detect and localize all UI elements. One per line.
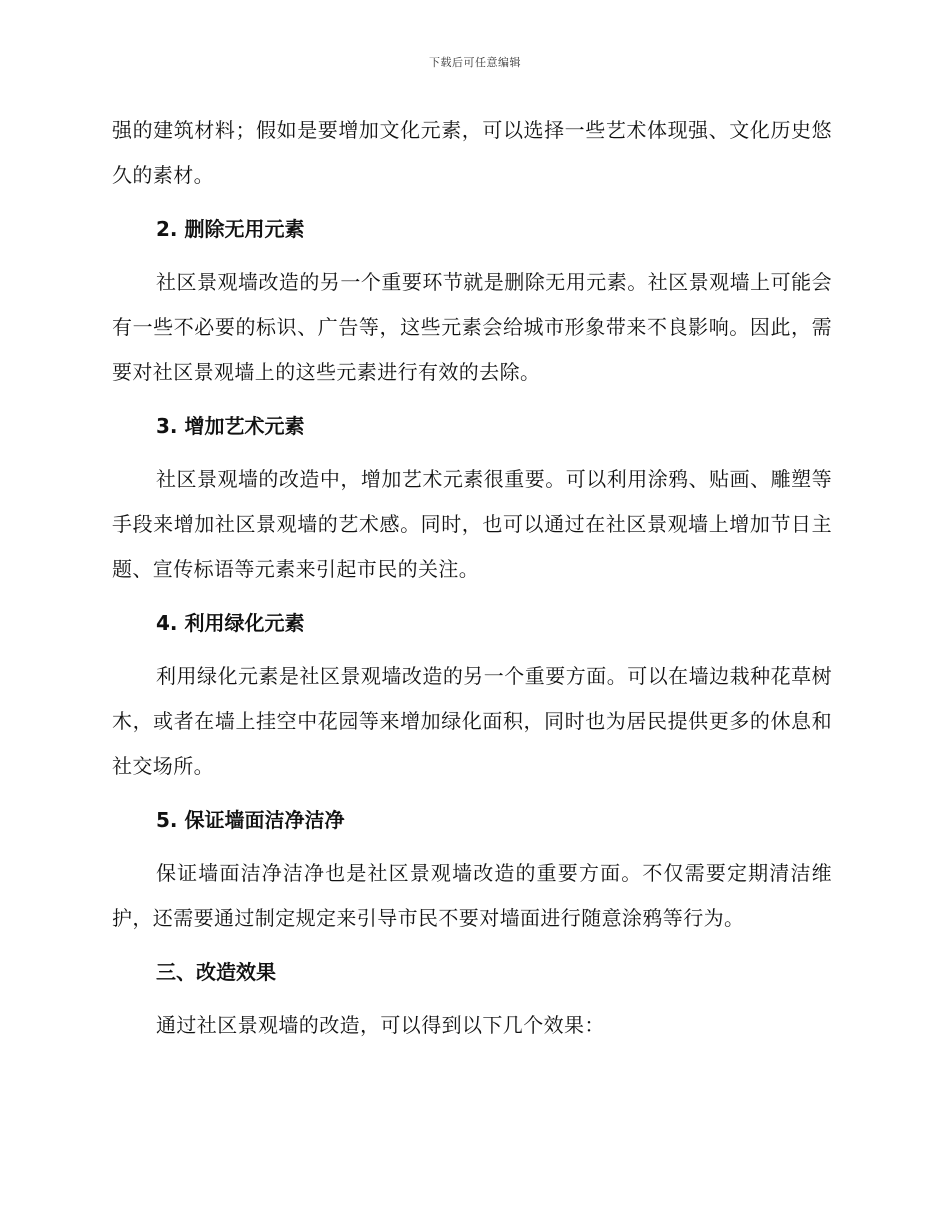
section-heading-greenery: 4. 利用绿化元素 xyxy=(156,611,305,635)
section-heading-clean-wall: 5. 保证墙面洁净洁净 xyxy=(156,808,345,832)
section-paragraph-clean-wall: 保证墙面洁净洁净也是社区景观墙改造的重要方面。不仅需要定期清洁维护，还需要通过制定规定来引导市民不要对墙面进行随意涂鸦等行为。 xyxy=(112,861,832,930)
section-paragraph-greenery: 利用绿化元素是社区景观墙改造的另一个重要方面。可以在墙边栽种花草树木，或者在墙上挂空中花园等来增加绿化面积，同时也为居民提供更多的休息和社交场所。 xyxy=(112,664,832,778)
page-header-note: 下载后可任意编辑 xyxy=(429,56,521,69)
section-heading-effects: 三、改造效果 xyxy=(156,960,276,984)
section-paragraph-add-art: 社区景观墙的改造中，增加艺术元素很重要。可以利用涂鸦、贴画、雕塑等手段来增加社区景观墙的艺术感。同时，也可以通过在社区景观墙上增加节日主题、宣传标语等元素来引起市民的关注。 xyxy=(112,467,832,581)
section-paragraph-delete-elements: 社区景观墙改造的另一个重要环节就是删除无用元素。社区景观墙上可能会有一些不必要的标识、广告等，这些元素会给城市形象带来不良影响。因此，需要对社区景观墙上的这些元素进行有效的去除。 xyxy=(112,270,832,384)
section-paragraph-effects: 通过社区景观墙的改造，可以得到以下几个效果： xyxy=(156,1013,605,1037)
document-body xyxy=(112,108,832,1048)
intro-continuation-paragraph: 强的建筑材料；假如是要增加文化元素，可以选择一些艺术体现强、文化历史悠久的素材。 xyxy=(112,118,832,187)
section-heading-add-art: 3. 增加艺术元素 xyxy=(156,414,305,438)
section-heading-delete-elements: 2. 删除无用元素 xyxy=(156,217,305,241)
